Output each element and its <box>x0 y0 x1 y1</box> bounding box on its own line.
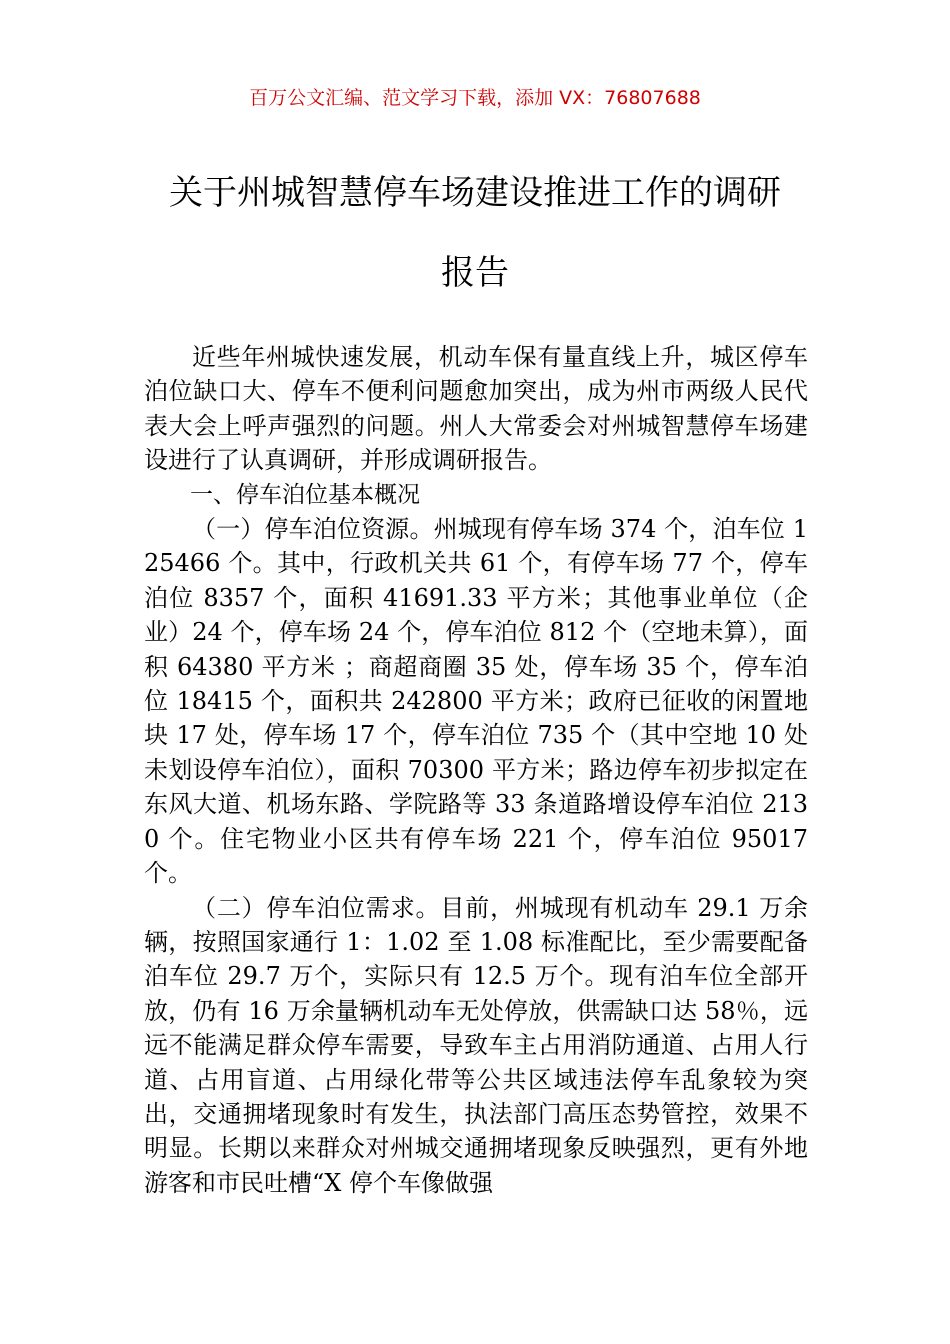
title-line-2: 报告 <box>441 253 509 293</box>
section-heading-1: 一、停车泊位基本概况 <box>190 481 420 508</box>
intro-paragraph: 近些年州城快速发展，机动车保有量直线上升，城区停车泊位缺口大、停车不便利问题愈加突出，成为州市两级人民代表大会上呼声强烈的问题。州人大常委会对州城智慧停车场建设进行了认真调研，并形成调研报告。 <box>144 343 808 475</box>
document-body <box>144 340 808 1200</box>
watermark-banner: 百万公文汇编、范文学习下载，添加 VX：76807688 <box>249 87 701 109</box>
document-title <box>140 172 810 294</box>
subsection-paragraph-1: （一）停车泊位资源。州城现有停车场 374 个，泊车位 125466 个。其中，行政机关共 61 个，有停车场 77 个，停车泊位 8357 个，面积 41691.33 平方米；其他事业单位（企业）24 个，停车场 24 个，停车泊位 812 个（空地未算），面积 64380 平方米 ；商超商圈 35 处，停车场 35 个，停车泊位 18415 个，面积共 242800 平方米；政府已征收的闲置地块 17 处，停车场 17 个，停车泊位 735 个（其中空地 10 处未划设停车泊位），面积 70300 平方米；路边停车初步拟定在东风大道、机场东路、学院路等 33 条道路增设停车泊位 2130 个。住宅物业小区共有停车场 221 个，停车泊位 95017 个。 <box>144 515 808 888</box>
title-line-1: 关于州城智慧停车场建设推进工作的调研 <box>169 173 781 213</box>
subsection-paragraph-2: （二）停车泊位需求。目前，州城现有机动车 29.1 万余辆，按照国家通行 1：1.02 至 1.08 标准配比，至少需要配备泊车位 29.7 万个，实际只有 12.5 万个。现有泊车位全部开放，仍有 16 万余量辆机动车无处停放，供需缺口达 58％，远远不能满足群众停车需要，导致车主占用消防通道、占用人行道、占用盲道、占用绿化带等公共区域违法停车乱象较为突出，交通拥堵现象时有发生，执法部门高压态势管控，效果不明显。长期以来群众对州城交通拥堵现象反映强烈，更有外地游客和市民吐槽“X 停个车像做强 <box>144 893 808 1197</box>
